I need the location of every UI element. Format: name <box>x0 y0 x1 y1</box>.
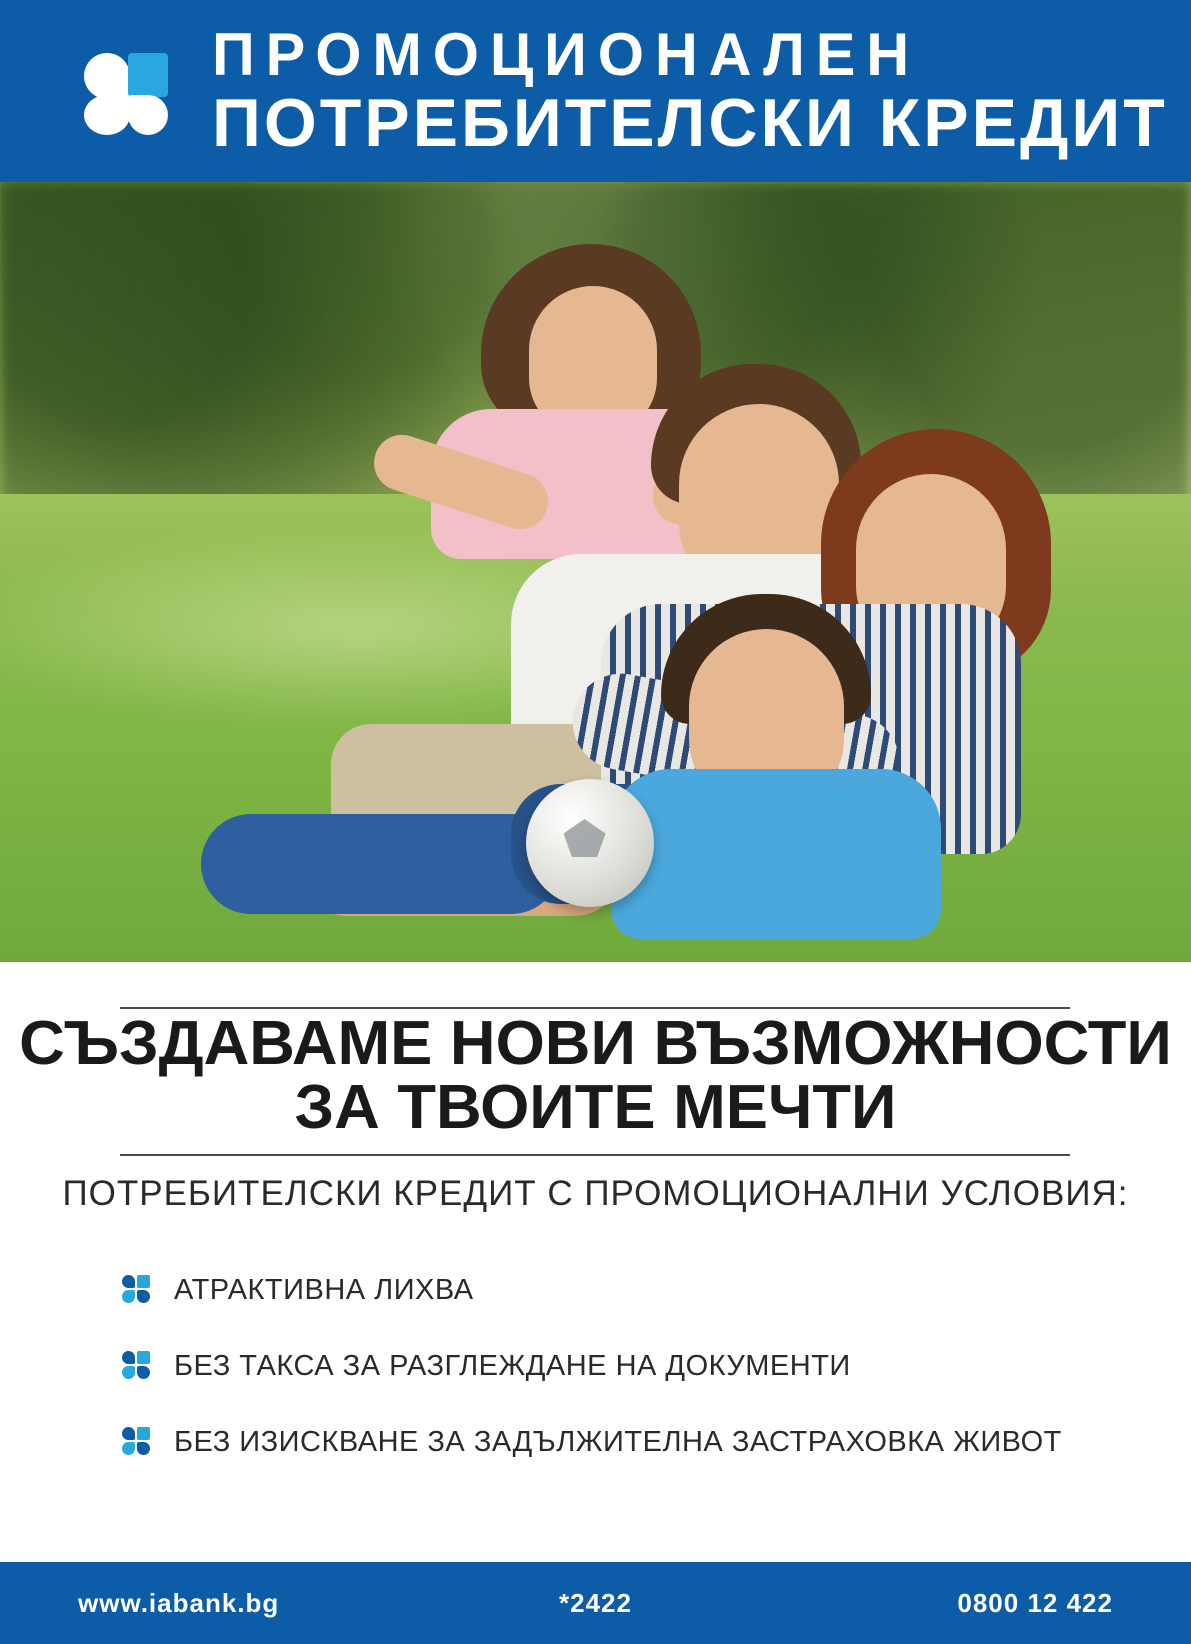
footer-short-number[interactable]: *2422 <box>559 1587 632 1618</box>
header-title-line2: ПОТРЕБИТЕЛСКИ КРЕДИТ <box>212 84 1168 161</box>
poster-content <box>0 962 1191 1562</box>
footer-phone[interactable]: 0800 12 422 <box>957 1587 1113 1618</box>
benefit-label: БЕЗ ТАКСА ЗА РАЗГЛЕЖДАНЕ НА ДОКУМЕНТИ <box>174 1349 851 1382</box>
boy-shirt <box>611 769 941 939</box>
page-title <box>0 1009 1191 1142</box>
header-titles <box>212 20 1168 161</box>
iabank-bullet-icon <box>122 1275 152 1305</box>
mother-jeans <box>201 814 561 914</box>
list-item <box>122 1252 1082 1328</box>
benefit-label: БЕЗ ИЗИСКВАНЕ ЗА ЗАДЪЛЖИТЕЛНА ЗАСТРАХОВКА ЖИВОТ <box>174 1425 1062 1458</box>
list-item <box>122 1328 1082 1404</box>
divider-bottom <box>120 1154 1070 1156</box>
benefit-label: АТРАКТИВНА ЛИХВА <box>174 1273 474 1306</box>
poster-footer <box>0 1562 1191 1644</box>
list-item <box>122 1404 1082 1480</box>
iabank-logo-icon <box>78 45 174 141</box>
iabank-bullet-icon <box>122 1351 152 1381</box>
benefits-list <box>122 1252 1082 1480</box>
claim-line-2: ЗА ТВОИТЕ МЕЧТИ <box>294 1072 897 1142</box>
claim-line-1: СЪЗДАВАМЕ НОВИ ВЪЗМОЖНОСТИ <box>19 1009 1172 1078</box>
soccer-ball <box>526 779 654 907</box>
header-title-line1: ПРОМОЦИОНАЛЕН <box>212 20 920 88</box>
poster-header <box>0 0 1191 182</box>
iabank-bullet-icon <box>122 1427 152 1457</box>
subtitle: ПОТРЕБИТЕЛСКИ КРЕДИТ С ПРОМОЦИОНАЛНИ УСЛОВИЯ: <box>62 1174 1129 1213</box>
footer-website[interactable]: www.iabank.bg <box>78 1587 280 1618</box>
family-group <box>181 224 1011 944</box>
hero-family-photo <box>0 182 1191 962</box>
